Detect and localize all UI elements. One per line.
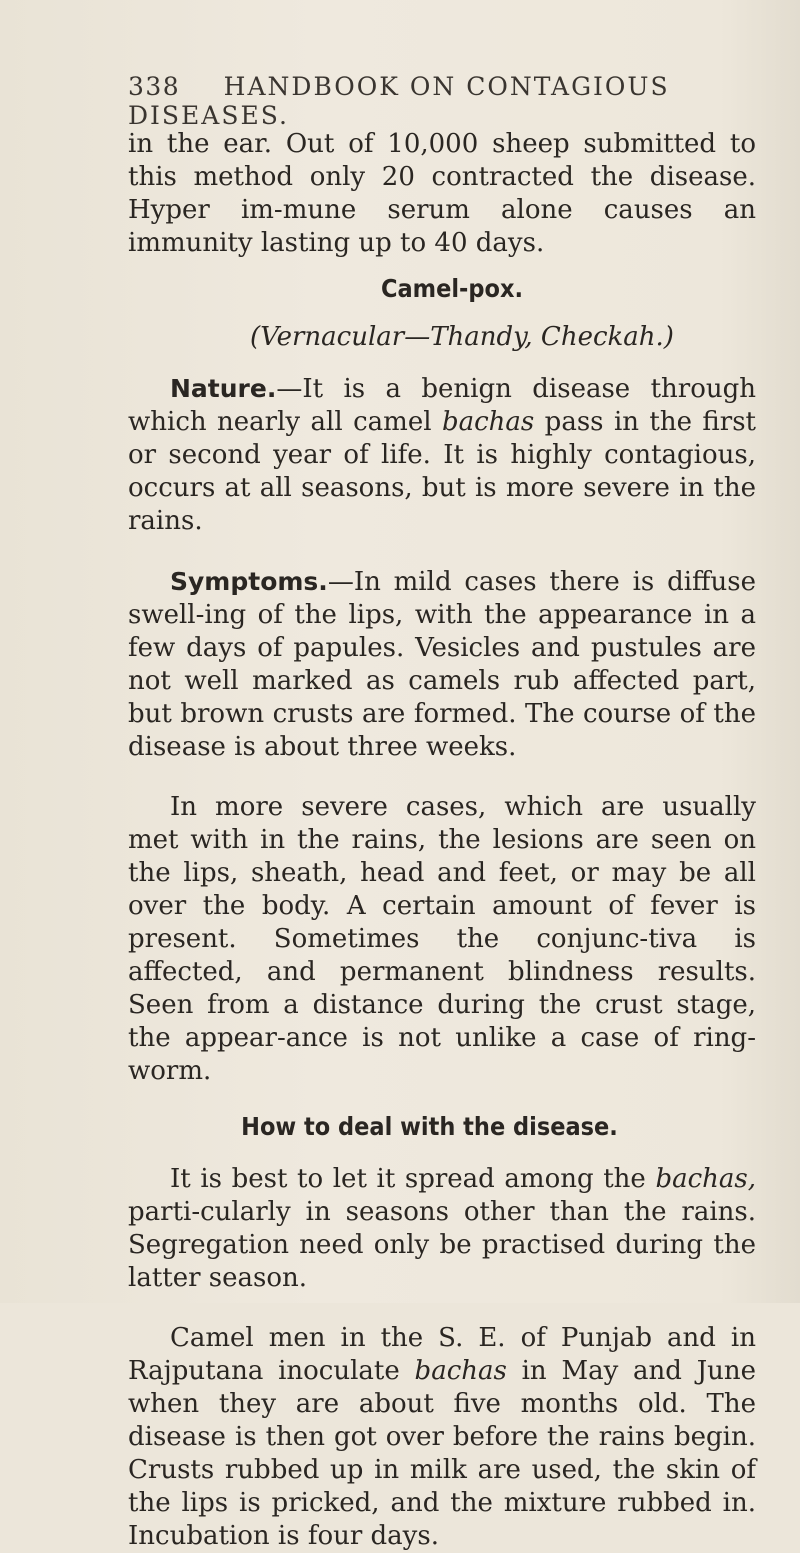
camel-men-em: bachas: [414, 1356, 507, 1386]
section-heading-how-to-deal: How to deal with the disease.: [241, 1112, 618, 1141]
nature-text: —It is a benign disease through which nearly all camel: [128, 374, 756, 437]
nature-text-2: pass in the first or second year of life. It is highly contagious, occurs at all seasons, but is more severe in the rains.: [128, 407, 756, 536]
page-number: 338: [128, 72, 181, 101]
camel-men-text: Camel men in the S. E. of Punjab and in Rajputana inoculate: [128, 1323, 756, 1386]
best-em: bachas,: [655, 1164, 756, 1194]
paragraph-inoculation: [128, 1322, 756, 1553]
paragraph-nature: [128, 372, 756, 538]
paragraph-spread-among-bachas: [128, 1163, 756, 1295]
page-body: [128, 128, 756, 1553]
vernacular-names: (Vernacular—Thandy, Checkah.): [250, 322, 674, 352]
running-title: HANDBOOK ON CONTAGIOUS DISEASES.: [128, 72, 670, 130]
paragraph-symptoms: [128, 565, 756, 764]
running-header: [128, 72, 748, 130]
symptoms-lead: Symptoms.: [170, 567, 328, 596]
paragraph-sheep-serum: in the ear. Out of 10,000 sheep submitted to this method only 20 contracted the disease. Hyper im-mune serum alone causes an immunity lasting up to 40 days.: [128, 129, 756, 258]
section-heading-camel-pox: Camel-pox.: [380, 274, 524, 303]
symptoms-text: —In mild cases there is diffuse swell-ing of the lips, with the appearance in a few days of papules. Vesicles and pustules are not well marked as camels rub affected part, but brown crusts are formed. The course of the disease is about three weeks.: [128, 567, 756, 762]
camel-men-text-2: in May and June when they are about five months old. The disease is then got over before the rains begin. Crusts rubbed up in milk are used, the skin of the lips is pricked, and the mixture rubbed in. Incubation is four days.: [128, 1356, 756, 1551]
nature-lead: Nature.: [170, 374, 277, 403]
paragraph-severe-cases: In more severe cases, which are usually met with in the rains, the lesions are seen on the lips, sheath, head and feet, or may be all over the body. A certain amount of fever is present. Sometimes the conjunc-tiva is affected, and permanent blindness results. Seen from a distance during the crust stage, the appear-ance is not unlike a case of ring-worm.: [128, 792, 756, 1086]
nature-em: bachas: [441, 407, 535, 437]
best-text-2: parti-cularly in seasons other than the rains. Segregation need only be practised during the latter season.: [128, 1197, 756, 1293]
best-text: It is best to let it spread among the: [170, 1164, 656, 1194]
